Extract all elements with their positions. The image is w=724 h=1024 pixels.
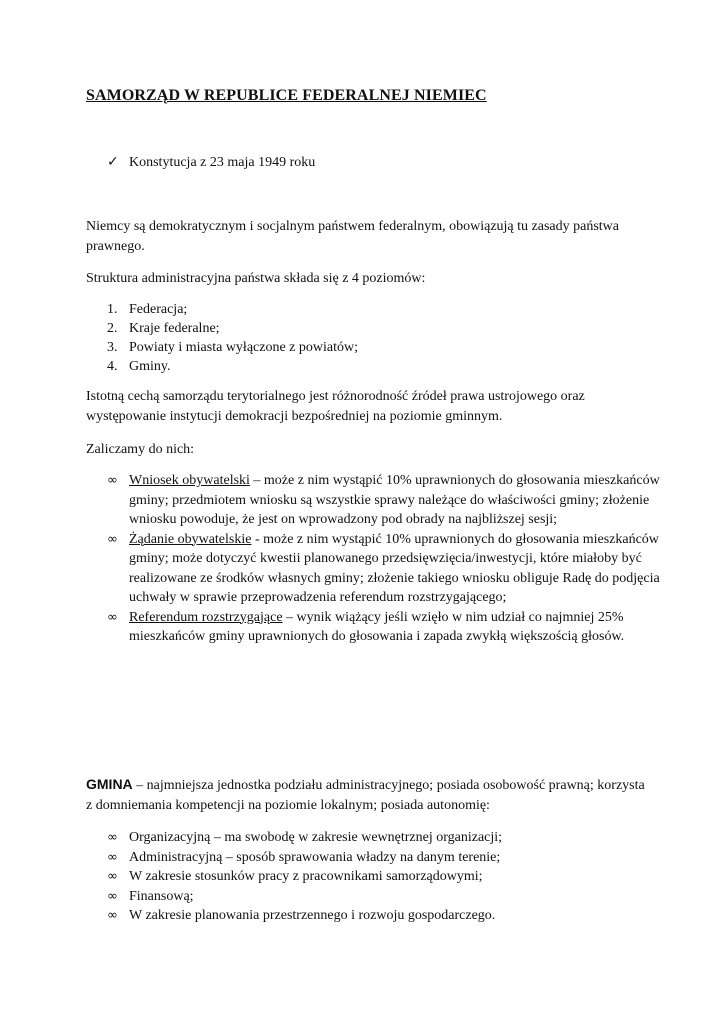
levels-list — [107, 300, 358, 376]
constitution-text: Konstytucja z 23 maja 1949 roku — [129, 155, 316, 170]
infinity-bullet-icon: ∞ — [107, 869, 118, 884]
gmina-paragraph — [86, 774, 646, 816]
instrument-term: Żądanie obywatelskie — [129, 531, 252, 547]
list-item: 3. Powiaty i miasta wyłączone z powiatów; — [107, 340, 358, 355]
list-item: ∞ Finansową; — [107, 887, 667, 907]
infinity-bullet-icon: ∞ — [107, 531, 118, 547]
instrument-description: – może z nim wystąpić 10% uprawnionych do głosowania mieszkańców gminy; przedmiotem wniosku są wszystkie sprawy należące do właściwości gminy; złożenie wniosku powoduje, że jest on wprowadzony pod obrady na najbliższej sesji; — [129, 473, 660, 527]
list-item: ∞ W zakresie planowania przestrzennego i rozwoju gospodarczego. — [107, 906, 667, 926]
list-item: 1. Federacja; — [107, 302, 188, 317]
constitution-line — [107, 154, 315, 171]
include-heading: Zaliczamy do nich: — [86, 442, 195, 457]
instruments-list — [107, 471, 667, 647]
autonomy-list — [107, 828, 667, 926]
feature-paragraph: Istotną cechą samorządu terytorialnego jest różnorodność źródeł prawa ustrojowego oraz występowanie instytucji demokracji bezpośredniej na poziomie gminnym. — [86, 389, 585, 424]
infinity-bullet-icon: ∞ — [107, 888, 118, 904]
list-item: 2. Kraje federalne; — [107, 321, 220, 336]
infinity-bullet-icon: ∞ — [107, 609, 118, 625]
document-title: SAMORZĄD W REPUBLICE FEDERALNEJ NIEMIEC — [86, 87, 487, 104]
gmina-term: GMINA — [86, 776, 133, 792]
structure-heading: Struktura administracyjna państwa składa się z 4 poziomów: — [86, 271, 426, 286]
list-item — [107, 530, 667, 608]
intro-paragraph: Niemcy są demokratycznym i socjalnym państwem federalnym, obowiązują tu zasady państwa prawnego. — [86, 219, 619, 254]
infinity-bullet-icon: ∞ — [107, 908, 118, 923]
list-item: 4. Gminy. — [107, 359, 171, 374]
instrument-description: – wynik wiążący jeśli wzięło w nim udział co najmniej 25% mieszkańców gminy uprawnionych do głosowania i zapada zwykłą większością głosów. — [129, 609, 625, 644]
instrument-description: - może z nim wystąpić 10% uprawnionych do głosowania mieszkańców gminy; może dotyczyć kwestii planowanego przedsięwzięcia/inwestycji, które miałoby być realizowane ze środków własnych gminy; złożenie takiego wniosku obliguje Radę do podjęcia uchwały w sprawie przeprowadzenia referendum rozstrzygającego; — [129, 531, 660, 605]
checkmark-icon: ✓ — [107, 154, 119, 170]
infinity-bullet-icon: ∞ — [107, 830, 118, 845]
instrument-term: Referendum rozstrzygające — [129, 609, 283, 625]
infinity-bullet-icon: ∞ — [107, 849, 118, 865]
list-item: ∞ W zakresie stosunków pracy z pracownikami samorządowymi; — [107, 867, 667, 887]
list-item: ∞ Administracyjną – sposób sprawowania władzy na danym terenie; — [107, 848, 667, 868]
list-item — [107, 471, 667, 530]
instrument-term: Wniosek obywatelski — [129, 473, 250, 488]
infinity-bullet-icon: ∞ — [107, 473, 118, 488]
list-item — [107, 608, 667, 647]
list-item: ∞ Organizacyjną – ma swobodę w zakresie wewnętrznej organizacji; — [107, 828, 667, 848]
gmina-definition: – najmniejsza jednostka podziału administracyjnego; posiada osobowość prawną; korzysta z domniemania kompetencji na poziomie lokalnym; posiada autonomię: — [86, 778, 645, 813]
